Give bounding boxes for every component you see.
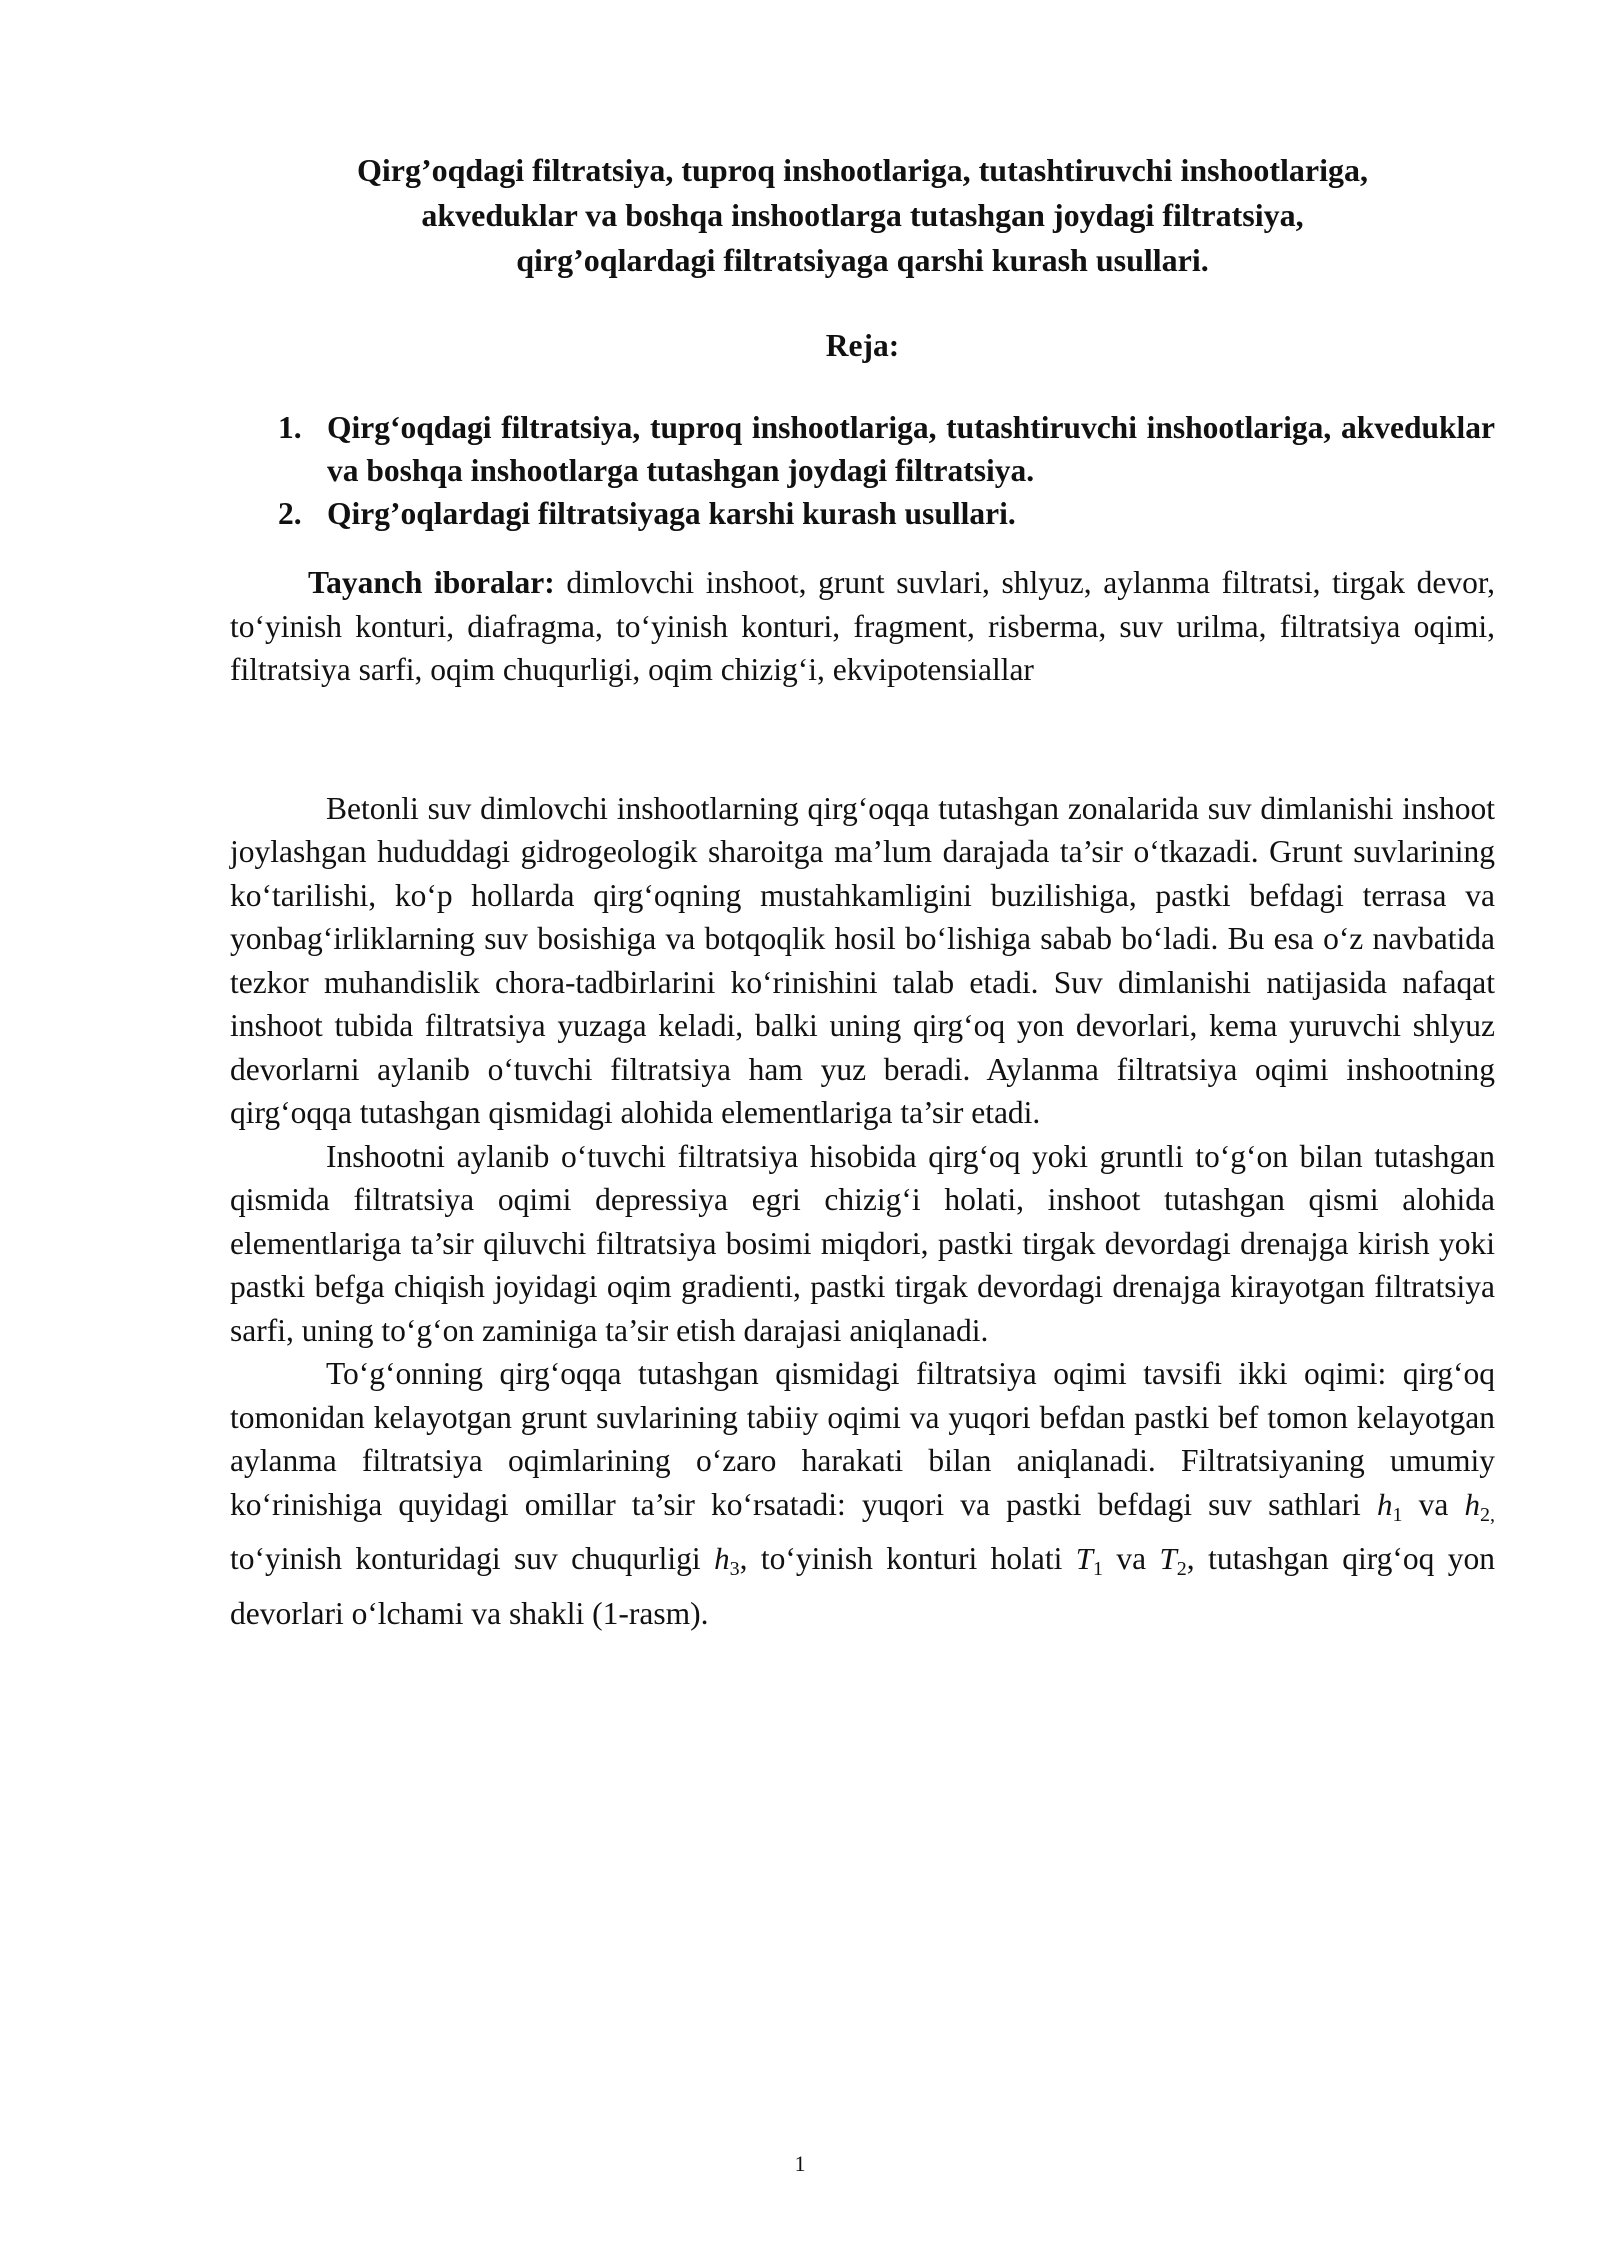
body-paragraph-1: Betonli suv dimlovchi inshootlarning qirg‘oqqa tutashgan zonalarida suv dimlanishi inshoot joylashgan hududdagi gidrogeologik sharoitga ma’lum darajada ta’sir o‘tkazadi. Grunt suvlarining ko‘tarilishi, ko‘p hollarda qirg‘oqning mustahkamligini buzilishiga, pastki befdagi terrasa va yonbag‘irliklarning suv bosishiga va botqoqlik hosil bo‘lishiga sabab bo‘ladi. Bu esa o‘z navbatida tezkor muhandislik chora-tadbirlarini ko‘rinishini talab etadi. Suv dimlanishi natijasida nafaqat inshoot tubida filtratsiya yuzaga keladi, balki uning qirg‘oq yon devorlari, kema yuruvchi shlyuz devorlarni aylanib o‘tuvchi filtratsiya ham yuz beradi. Aylanma filtratsiya oqimi inshootning qirg‘oqqa tutashgan qismidagi alohida elementlariga ta’sir etadi.	[230, 790, 1495, 1130]
symbol-t2-base: T	[1159, 1541, 1177, 1576]
title-line-1: Qirg’oqdagi filtratsiya, tuproq inshootlariga, tutashtiruvchi inshootlariga,	[356, 152, 1369, 188]
symbol-t2	[1159, 1541, 1187, 1580]
plan-list	[230, 406, 1495, 535]
symbol-h3-base: h	[714, 1541, 730, 1576]
plan-item-number: 2.	[278, 496, 302, 531]
plan-item-number: 1.	[278, 410, 302, 445]
symbol-h1-base: h	[1376, 1486, 1393, 1522]
symbol-h2-base: h	[1464, 1486, 1480, 1522]
symbol-h1	[1376, 1486, 1403, 1526]
plan-item-text: Qirg’oqlardagi filtratsiyaga karshi kurash usullari.	[327, 496, 1016, 531]
plan-item-text: Qirg‘oqdagi filtratsiya, tuproq inshootlariga, tutashtiruvchi inshootlariga, akveduklar va boshqa inshootlarga tutashgan joydagi filtratsiya.	[327, 410, 1495, 488]
paragraph-3-text: To‘g‘onning qirg‘oqqa tutashgan qismidagi filtratsiya oqimi tavsifi ikki oqimi: qirg‘oq tomonidan kelayotgan grunt suvlarining tabiiy oqimi va yuqori befdan pastki bef tomon kelayotgan aylanma filtratsiya oqimlarining o‘zaro harakati bilan aniqlanadi. Filtratsiyaning umumiy ko‘rinishiga quyidagi omillar ta’sir ko‘rsatadi: yuqori va pastki befdagi suv sathlari	[230, 1356, 1495, 1522]
plan-item	[230, 406, 1495, 492]
keywords-label: Tayanch iboralar:	[308, 565, 555, 600]
symbol-t1	[1075, 1541, 1104, 1580]
symbol-t1-subscript: 1	[1093, 1558, 1104, 1580]
keywords-paragraph	[230, 561, 1495, 692]
symbol-h1-subscript: 1	[1392, 1503, 1403, 1526]
page-number: 1	[794, 2151, 806, 2176]
plan-heading: Reja:	[825, 328, 900, 363]
symbol-h2-subscript: 2,	[1480, 1503, 1495, 1526]
paragraph-3-text: va	[1402, 1486, 1465, 1522]
body-paragraph-2: Inshootni aylanib o‘tuvchi filtratsiya hisobida qirg‘oq yoki gruntli to‘g‘on bilan tutashgan qismida filtratsiya oqimi depressiya egri chizig‘i holati, inshoot tutashgan qismi alohida elementlariga ta’sir qiluvchi filtratsiya bosimi miqdori, pastki tirgak devordagi drenajga kirish yoki pastki befga chiqish joyidagi oqim gradienti, pastki tirgak devordagi drenajga kirayotgan filtratsiya sarfi, uning to‘g‘on zaminiga ta’sir etish darajasi aniqlanadi.	[230, 1138, 1495, 1348]
symbol-t1-base: T	[1075, 1541, 1094, 1576]
symbol-h3-subscript: 3	[729, 1558, 740, 1580]
paragraph-3-text: va	[1103, 1541, 1160, 1576]
title-line-3: qirg’oqlardagi filtratsiyaga qarshi kurash usullari.	[516, 242, 1209, 278]
document-title	[230, 148, 1495, 283]
body-paragraph-3	[230, 1352, 1495, 1635]
title-line-2: akveduklar va boshqa inshootlarga tutashgan joydagi filtratsiya,	[421, 197, 1304, 233]
keywords-text: dimlovchi inshoot, grunt suvlari, shlyuz, aylanma filtratsi, tirgak devor, to‘yinish konturi, diafragma, to‘yinish konturi, fragment, risberma, suv urilma, filtratsiya oqimi, filtratsiya sarfi, oqim chuqurligi, oqim chizig‘i, ekvipotensiallar	[230, 565, 1495, 687]
paragraph-3-text: , to‘yinish konturi holati	[739, 1541, 1076, 1576]
paragraph-3-text: to‘yinish konturidagi suv chuqurligi	[230, 1541, 715, 1576]
symbol-h3	[714, 1541, 740, 1580]
symbol-h2	[1464, 1486, 1496, 1526]
paragraph-3-text: , tutashgan qirg‘oq yon devorlari o‘lchami va shakli (1-rasm).	[230, 1541, 1496, 1631]
plan-item	[230, 492, 1495, 535]
symbol-t2-subscript: 2	[1176, 1558, 1187, 1580]
